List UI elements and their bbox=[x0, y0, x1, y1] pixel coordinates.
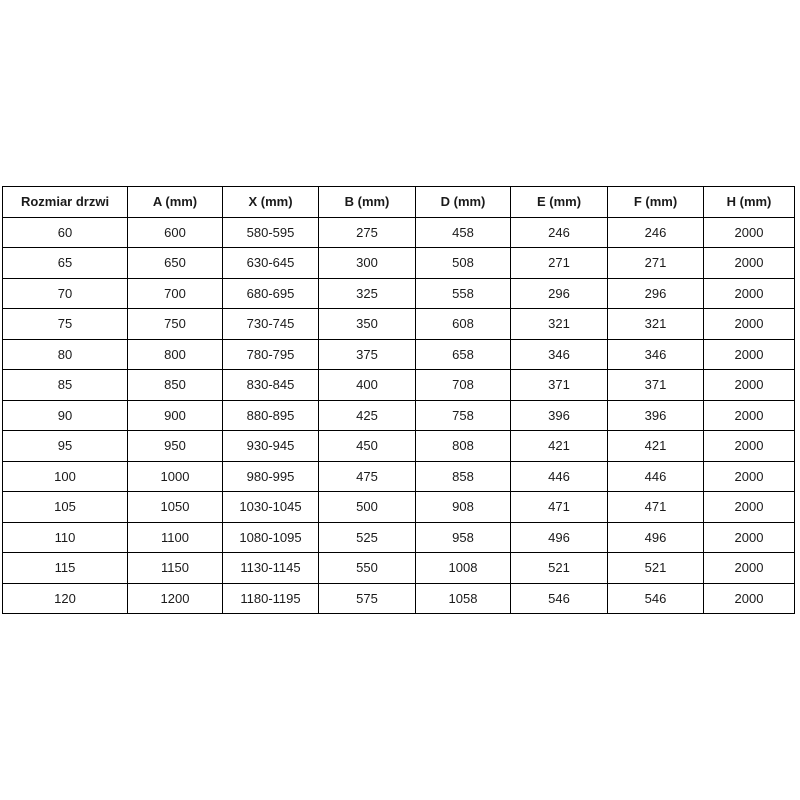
table-cell: 446 bbox=[608, 461, 704, 492]
table-cell: 246 bbox=[511, 217, 608, 248]
table-cell: 1200 bbox=[128, 583, 223, 614]
table-cell: 275 bbox=[319, 217, 416, 248]
table-cell: 2000 bbox=[704, 492, 795, 523]
table-row bbox=[3, 492, 795, 523]
table-cell: 800 bbox=[128, 339, 223, 370]
table-cell: 115 bbox=[3, 553, 128, 584]
table-row bbox=[3, 370, 795, 401]
table-header bbox=[3, 187, 795, 218]
table-cell: 458 bbox=[416, 217, 511, 248]
table-cell: 60 bbox=[3, 217, 128, 248]
table-cell: 2000 bbox=[704, 522, 795, 553]
table-cell: 2000 bbox=[704, 248, 795, 279]
table-cell: 2000 bbox=[704, 553, 795, 584]
table-row bbox=[3, 431, 795, 462]
table-cell: 396 bbox=[511, 400, 608, 431]
table-cell: 808 bbox=[416, 431, 511, 462]
table-cell: 85 bbox=[3, 370, 128, 401]
table-cell: 446 bbox=[511, 461, 608, 492]
table-cell: 546 bbox=[608, 583, 704, 614]
table-cell: 980-995 bbox=[223, 461, 319, 492]
table-cell: 371 bbox=[608, 370, 704, 401]
table-row bbox=[3, 553, 795, 584]
table-cell: 850 bbox=[128, 370, 223, 401]
table-row bbox=[3, 278, 795, 309]
table-cell: 758 bbox=[416, 400, 511, 431]
table-row bbox=[3, 583, 795, 614]
table-cell: 550 bbox=[319, 553, 416, 584]
table-cell: 346 bbox=[511, 339, 608, 370]
table-row bbox=[3, 461, 795, 492]
table-cell: 1008 bbox=[416, 553, 511, 584]
table-cell: 450 bbox=[319, 431, 416, 462]
table-cell: 680-695 bbox=[223, 278, 319, 309]
table-row bbox=[3, 339, 795, 370]
table-cell: 600 bbox=[128, 217, 223, 248]
table-cell: 2000 bbox=[704, 461, 795, 492]
dimensions-table-container bbox=[2, 186, 794, 614]
table-cell: 100 bbox=[3, 461, 128, 492]
table-cell: 471 bbox=[608, 492, 704, 523]
table-cell: 880-895 bbox=[223, 400, 319, 431]
table-cell: 1058 bbox=[416, 583, 511, 614]
table-cell: 421 bbox=[608, 431, 704, 462]
table-body bbox=[3, 217, 795, 614]
table-cell: 1030-1045 bbox=[223, 492, 319, 523]
table-cell: 1050 bbox=[128, 492, 223, 523]
table-cell: 700 bbox=[128, 278, 223, 309]
table-cell: 708 bbox=[416, 370, 511, 401]
dimensions-table bbox=[2, 186, 795, 614]
table-cell: 246 bbox=[608, 217, 704, 248]
table-cell: 421 bbox=[511, 431, 608, 462]
table-cell: 120 bbox=[3, 583, 128, 614]
table-row bbox=[3, 522, 795, 553]
table-cell: 396 bbox=[608, 400, 704, 431]
table-cell: 546 bbox=[511, 583, 608, 614]
table-cell: 1000 bbox=[128, 461, 223, 492]
table-cell: 296 bbox=[608, 278, 704, 309]
table-cell: 325 bbox=[319, 278, 416, 309]
table-cell: 575 bbox=[319, 583, 416, 614]
table-cell: 525 bbox=[319, 522, 416, 553]
table-cell: 1180-1195 bbox=[223, 583, 319, 614]
header-cell: B (mm) bbox=[319, 187, 416, 218]
table-cell: 496 bbox=[608, 522, 704, 553]
table-cell: 2000 bbox=[704, 431, 795, 462]
table-cell: 2000 bbox=[704, 309, 795, 340]
table-cell: 110 bbox=[3, 522, 128, 553]
table-cell: 521 bbox=[511, 553, 608, 584]
table-cell: 521 bbox=[608, 553, 704, 584]
table-cell: 780-795 bbox=[223, 339, 319, 370]
table-cell: 750 bbox=[128, 309, 223, 340]
table-cell: 858 bbox=[416, 461, 511, 492]
table-cell: 1150 bbox=[128, 553, 223, 584]
table-cell: 508 bbox=[416, 248, 511, 279]
header-cell: H (mm) bbox=[704, 187, 795, 218]
table-cell: 630-645 bbox=[223, 248, 319, 279]
table-cell: 500 bbox=[319, 492, 416, 523]
header-cell: D (mm) bbox=[416, 187, 511, 218]
header-cell: F (mm) bbox=[608, 187, 704, 218]
table-cell: 371 bbox=[511, 370, 608, 401]
table-cell: 90 bbox=[3, 400, 128, 431]
table-cell: 350 bbox=[319, 309, 416, 340]
table-cell: 608 bbox=[416, 309, 511, 340]
header-cell: A (mm) bbox=[128, 187, 223, 218]
table-cell: 300 bbox=[319, 248, 416, 279]
table-cell: 400 bbox=[319, 370, 416, 401]
header-cell: Rozmiar drzwi bbox=[3, 187, 128, 218]
table-cell: 496 bbox=[511, 522, 608, 553]
table-cell: 296 bbox=[511, 278, 608, 309]
header-cell: X (mm) bbox=[223, 187, 319, 218]
table-cell: 2000 bbox=[704, 339, 795, 370]
table-cell: 2000 bbox=[704, 400, 795, 431]
table-cell: 80 bbox=[3, 339, 128, 370]
table-cell: 950 bbox=[128, 431, 223, 462]
table-cell: 105 bbox=[3, 492, 128, 523]
table-cell: 900 bbox=[128, 400, 223, 431]
table-cell: 1130-1145 bbox=[223, 553, 319, 584]
table-cell: 658 bbox=[416, 339, 511, 370]
table-cell: 2000 bbox=[704, 217, 795, 248]
table-cell: 321 bbox=[511, 309, 608, 340]
table-row bbox=[3, 248, 795, 279]
table-cell: 65 bbox=[3, 248, 128, 279]
table-cell: 958 bbox=[416, 522, 511, 553]
table-cell: 95 bbox=[3, 431, 128, 462]
table-cell: 558 bbox=[416, 278, 511, 309]
table-row bbox=[3, 309, 795, 340]
table-cell: 75 bbox=[3, 309, 128, 340]
table-cell: 271 bbox=[608, 248, 704, 279]
table-cell: 475 bbox=[319, 461, 416, 492]
table-cell: 346 bbox=[608, 339, 704, 370]
table-cell: 2000 bbox=[704, 583, 795, 614]
table-cell: 375 bbox=[319, 339, 416, 370]
header-row bbox=[3, 187, 795, 218]
table-cell: 2000 bbox=[704, 370, 795, 401]
table-cell: 2000 bbox=[704, 278, 795, 309]
table-cell: 1100 bbox=[128, 522, 223, 553]
table-cell: 930-945 bbox=[223, 431, 319, 462]
table-cell: 425 bbox=[319, 400, 416, 431]
table-cell: 908 bbox=[416, 492, 511, 523]
table-cell: 70 bbox=[3, 278, 128, 309]
table-cell: 580-595 bbox=[223, 217, 319, 248]
table-row bbox=[3, 400, 795, 431]
table-cell: 650 bbox=[128, 248, 223, 279]
table-cell: 471 bbox=[511, 492, 608, 523]
table-cell: 321 bbox=[608, 309, 704, 340]
table-cell: 830-845 bbox=[223, 370, 319, 401]
table-cell: 271 bbox=[511, 248, 608, 279]
table-cell: 730-745 bbox=[223, 309, 319, 340]
table-cell: 1080-1095 bbox=[223, 522, 319, 553]
table-row bbox=[3, 217, 795, 248]
header-cell: E (mm) bbox=[511, 187, 608, 218]
